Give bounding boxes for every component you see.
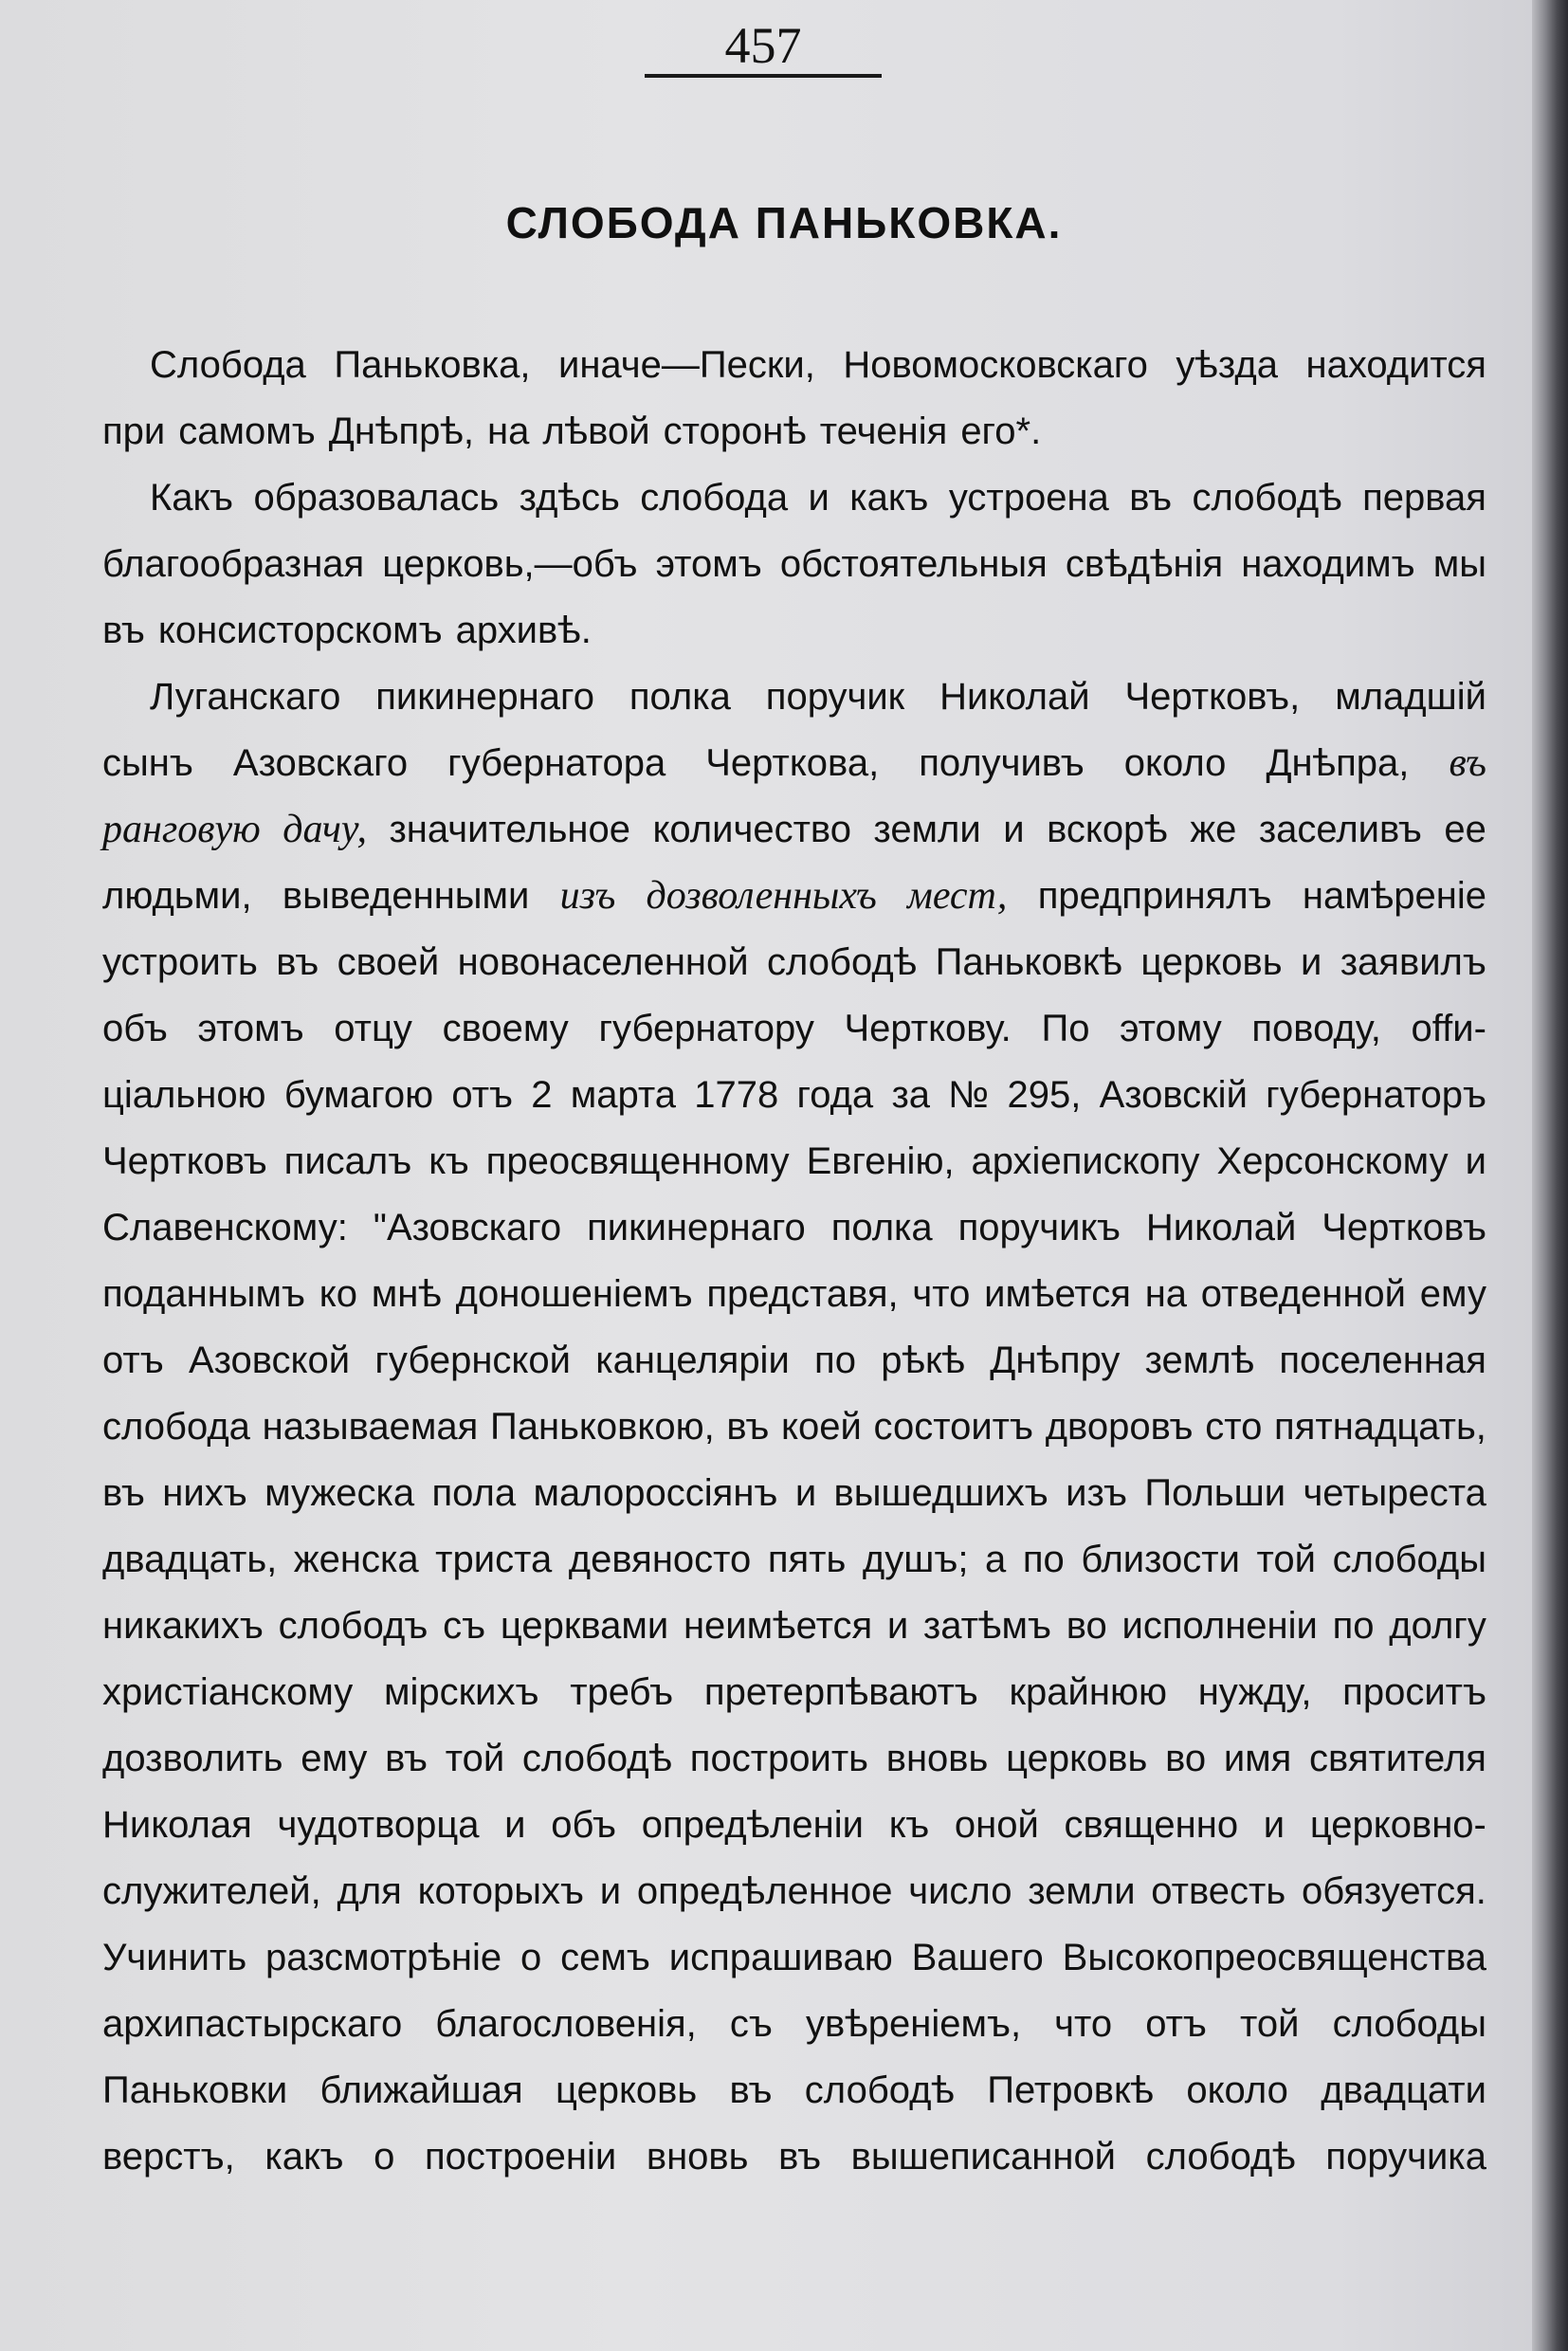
text-line: архипастырскаго благословенія, съ увѣреніемъ, что отъ той слободы (102, 2003, 1486, 2045)
text-line: никакихъ слободъ съ церквами неимѣется и затѣмъ во исполненіи по долгу (102, 1605, 1486, 1647)
text-line: Николая чудотворца и объ опредѣленіи къ оной священно и церковно- (102, 1804, 1486, 1846)
text-line: Какъ образовалась здѣсь слобода и какъ устроена въ слободѣ первая (150, 477, 1486, 519)
body-text (102, 332, 1486, 2190)
text-line: ранговую дачу, значительное количество земли и вскорѣ же заселивъ ее (102, 808, 1486, 851)
text-line: ціальною бумагою отъ 2 марта 1778 года за № 295, Азовскій губернаторъ (102, 1074, 1486, 1116)
text-line: сынъ Азовскаго губернатора Черткова, получивъ около Днѣпра, въ (102, 741, 1486, 785)
text-line: Учинить разсмотрѣніе о семъ испрашиваю Вашего Высокопреосвященства (102, 1937, 1486, 1978)
text-line: Слобода Паньковка, иначе—Пески, Новомосковскаго уѣзда находится (150, 344, 1486, 386)
text-line: двадцать, женска триста девяносто пять душъ; а по близости той слободы (102, 1539, 1486, 1580)
text-line: дозволить ему въ той слободѣ построить вновь церковь во имя святителя (102, 1738, 1486, 1779)
text-line: въ консисторскомъ архивѣ. (102, 610, 592, 651)
text-line: христіанскому мірскихъ требъ претерпѣваютъ крайнюю нужду, проситъ (102, 1671, 1486, 1713)
page-number: 457 (724, 17, 802, 74)
text-line: людьми, выведенными изъ дозволенныхъ мест, предпринялъ намѣреніе (102, 874, 1486, 918)
text-line: отъ Азовской губернской канцеляріи по рѣкѣ Днѣпру землѣ поселенная (102, 1340, 1486, 1381)
text-line: устроить въ своей новонаселенной слободѣ Паньковкѣ церковь и заявилъ (102, 941, 1486, 983)
text-line: въ нихъ мужеска пола малороссіянъ и вышедшихъ изъ Польши четыреста (102, 1472, 1486, 1514)
text-line: благообразная церковь,—объ этомъ обстоятельныя свѣдѣнія находимъ мы (102, 543, 1486, 585)
text-line: Чертковъ писалъ къ преосвященному Евгенію, архіепископу Херсонскому и (102, 1140, 1486, 1182)
text-line: Луганскаго пикинернаго полка поручик Николай Чертковъ, младшій (150, 676, 1486, 718)
text-line: слобода называемая Паньковкою, въ коей состоитъ дворовъ сто пятнадцать, (102, 1406, 1486, 1448)
chapter-title: СЛОБОДА ПАНЬКОВКА. (505, 198, 1063, 247)
text-line: Славенскому: "Азовскаго пикинернаго полка поручикъ Николай Чертковъ (102, 1207, 1486, 1248)
text-line: объ этомъ отцу своему губернатору Черткову. По этому поводу, offи- (102, 1008, 1486, 1049)
text-line: служителей, для которыхъ и опредѣленное число земли отвесть обязуется. (102, 1870, 1486, 1912)
text-line: верстъ, какъ о построеніи вновь въ вышеписанной слободѣ поручика (102, 2136, 1486, 2178)
text-line: поданнымъ ко мнѣ доношеніемъ представя, что имѣется на отведенной ему (102, 1273, 1486, 1315)
book-spine-shadow (1532, 0, 1568, 2351)
text-line: при самомъ Днѣпрѣ, на лѣвой сторонѣ теченія его*. (102, 410, 1042, 452)
text-line: Паньковки ближайшая церковь въ слободѣ Петровкѣ около двадцати (102, 2069, 1486, 2111)
page-number-rule (645, 74, 882, 78)
